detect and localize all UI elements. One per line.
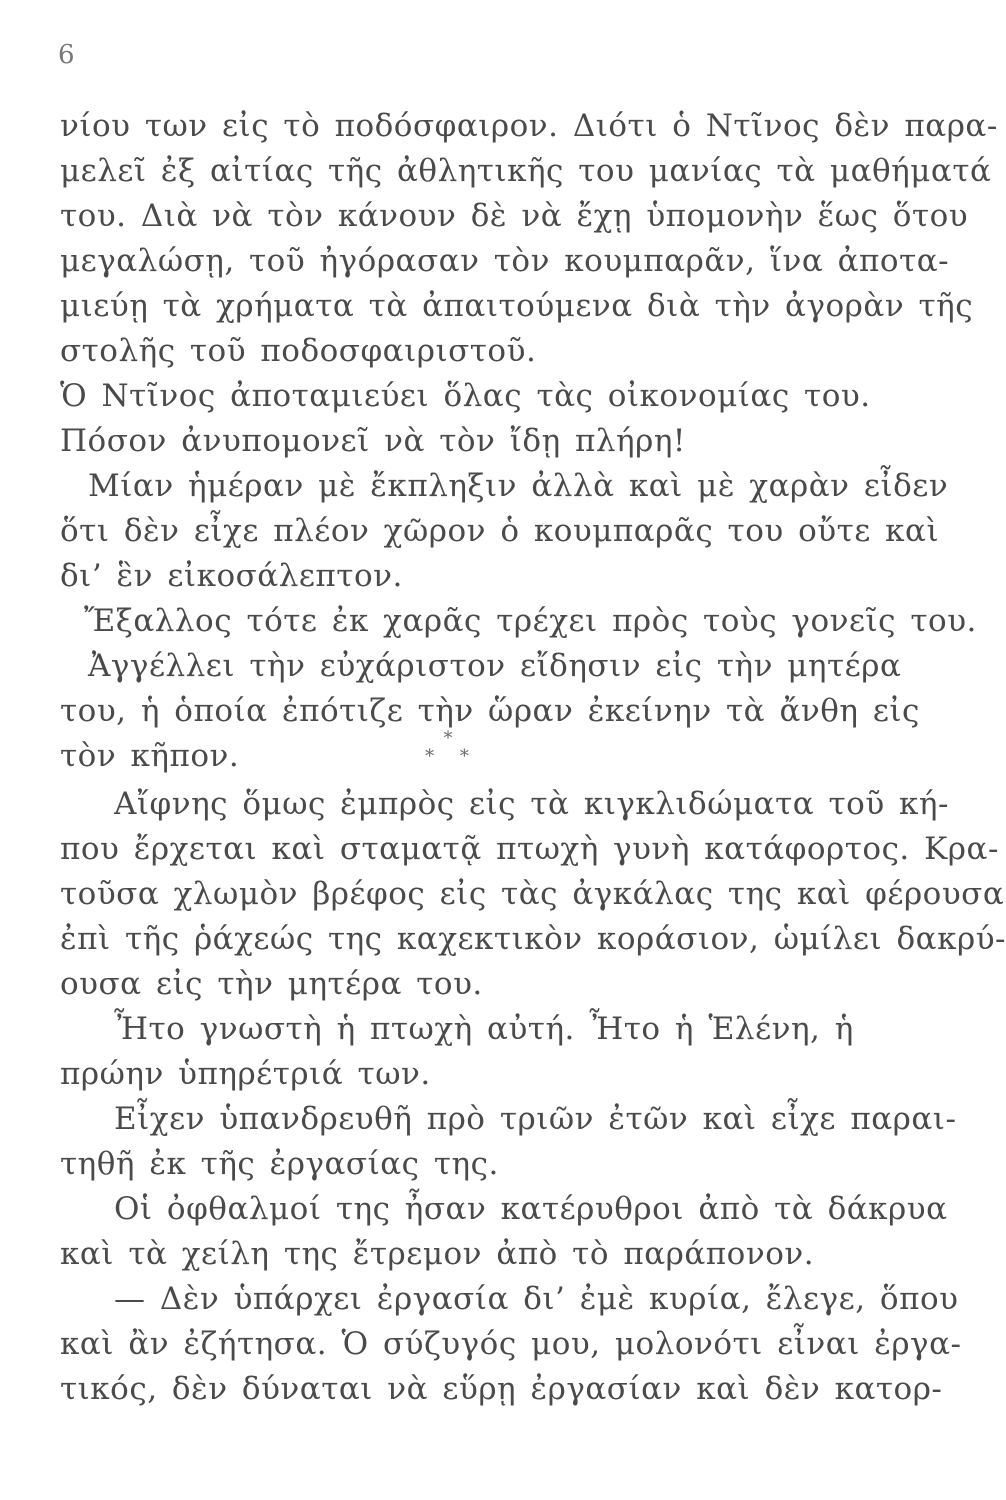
text-line: τοῦσα χλωμὸν βρέφος εἰς τὰς ἀγκάλας της καὶ φέρουσα	[60, 876, 1005, 912]
text-line: Πόσον ἀνυπομονεῖ νὰ τὸν ἴδῃ πλήρη!	[60, 423, 686, 459]
text-line: νίου των εἰς τὸ ποδόσφαιρον. Διότι ὁ Ντῖνος δὲν παρα-	[60, 108, 998, 144]
text-line: μιεύῃ τὰ χρήματα τὰ ἀπαιτούμενα διὰ τὴν ἀγορὰν τῆς	[60, 288, 974, 324]
text-line: του. Διὰ νὰ τὸν κάνουν δὲ νὰ ἔχῃ ὑπομονὴν ἕως ὅτου	[60, 198, 969, 234]
text-line: τηθῆ ἐκ τῆς ἐργασίας της.	[60, 1146, 499, 1182]
text-line: Ἀγγέλλει τὴν εὐχάριστον εἴδησιν εἰς τὴν μητέρα	[88, 648, 902, 684]
text-line: Ἔξαλλος τότε ἐκ χαρᾶς τρέχει πρὸς τοὺς γονεῖς του.	[84, 603, 977, 639]
text-line: τὸν κῆπον.	[60, 738, 240, 774]
text-line: του, ἡ ὁποία ἐπότιζε τὴν ὥραν ἐκείνην τὰ ἄνθη εἰς	[60, 693, 920, 729]
text-line: στολῆς τοῦ ποδοσφαιριστοῦ.	[60, 333, 537, 369]
text-line: ἐπὶ τῆς ῥάχεώς της καχεκτικὸν κοράσιον, ὡμίλει δακρύ-	[60, 921, 1006, 957]
text-line: ὅτι δὲν εἶχε πλέον χῶρον ὁ κουμπαρᾶς του οὔτε καὶ	[60, 513, 940, 549]
text-line: Μίαν ἡμέραν μὲ ἔκπληξιν ἀλλὰ καὶ μὲ χαρὰν εἶδεν	[88, 468, 949, 504]
text-line: Οἱ ὀφθαλμοί της ἦσαν κατέρυθροι ἀπὸ τὰ δάκρυα	[114, 1191, 948, 1227]
text-line: Ἦτο γνωστὴ ἡ πτωχὴ αὐτή. Ἦτο ἡ Ἑλένη, ἡ	[114, 1011, 854, 1047]
text-line: καὶ τὰ χείλη της ἔτρεμον ἀπὸ τὸ παράπονον.	[60, 1236, 815, 1272]
text-line: πρώην ὑπηρέτριά των.	[60, 1056, 431, 1092]
text-line: Ὁ Ντῖνος ἀποταμιεύει ὅλας τὰς οἰκονομίας του.	[60, 378, 871, 414]
text-line: μεγαλώσῃ, τοῦ ἠγόρασαν τὸν κουμπαρᾶν, ἵνα ἀποτα-	[60, 243, 950, 279]
text-line: ουσα εἰς τὴν μητέρα του.	[60, 966, 483, 1002]
page-number: 6	[58, 40, 75, 70]
asterism-bottom: * *	[425, 746, 479, 767]
asterism-top: *	[443, 728, 453, 749]
text-line: που ἔρχεται καὶ σταματᾷ πτωχὴ γυνὴ κατάφορτος. Κρα-	[60, 831, 999, 867]
text-line: Εἶχεν ὑπανδρευθῆ πρὸ τριῶν ἐτῶν καὶ εἶχε παραι-	[114, 1101, 957, 1137]
text-line: καὶ ἂν ἐζήτησα. Ὁ σύζυγός μου, μολονότι εἶναι ἐργα-	[60, 1326, 962, 1362]
text-line: δι’ ἓν εἰκοσάλεπτον.	[60, 558, 403, 594]
text-line: — Δὲν ὑπάρχει ἐργασία δι’ ἐμὲ κυρία, ἔλεγε, ὅπου	[114, 1281, 959, 1317]
text-line: Αἴφνης ὅμως ἐμπρὸς εἰς τὰ κιγκλιδώματα τοῦ κή-	[114, 786, 949, 822]
asterism-separator	[0, 730, 896, 766]
text-line: τικός, δὲν δύναται νὰ εὕρῃ ἐργασίαν καὶ δὲν κατορ-	[60, 1371, 943, 1407]
text-line: μελεῖ ἐξ αἰτίας τῆς ἀθλητικῆς του μανίας τὰ μαθήματά	[60, 153, 992, 189]
